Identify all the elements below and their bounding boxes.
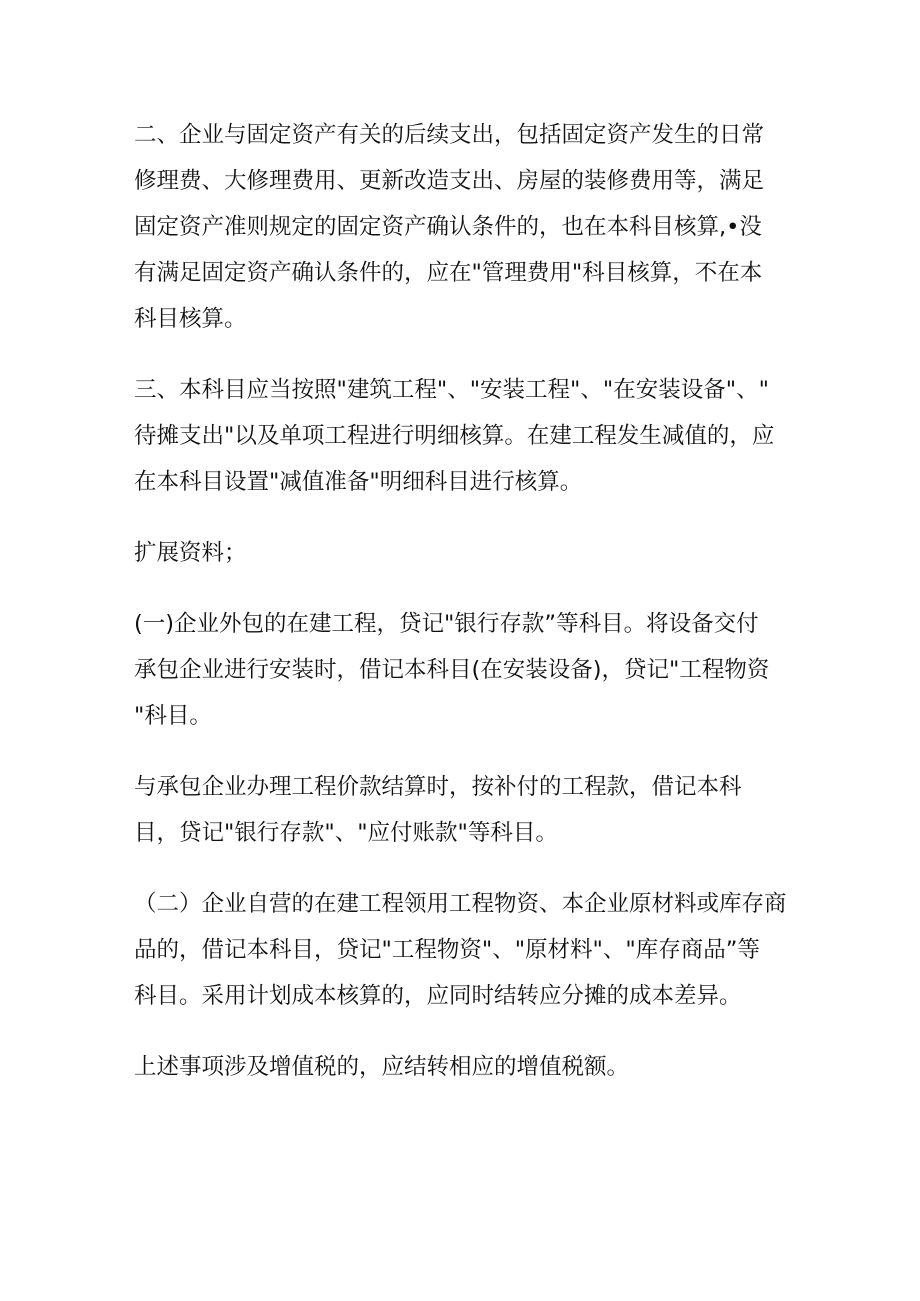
text-line: 科目。采用计划成本核算的，应同时结转应分摊的成本差异。	[134, 983, 742, 1009]
paragraph-outsourced-construction	[134, 601, 802, 739]
paragraph-settlement	[134, 764, 802, 856]
paragraph-spacer	[134, 739, 802, 764]
paragraph-spacer	[134, 342, 802, 367]
paragraph-vat	[134, 1044, 802, 1090]
text-line: 扩展资料；	[134, 540, 247, 566]
text-line: 有满足固定资产确认条件的，应在"管理费用"科目核算，不在本	[134, 260, 763, 286]
paragraph-subsequent-expenditure	[134, 112, 802, 342]
paragraph-detail-accounting	[134, 367, 802, 505]
paragraph-self-operated-construction	[134, 881, 802, 1019]
paragraph-spacer	[134, 1019, 802, 1044]
paragraph-spacer	[134, 505, 802, 530]
document-body	[134, 112, 802, 1090]
text-line: 上述事项涉及增值税的，应结转相应的增值税额。	[134, 1054, 630, 1080]
text-line: 与承包企业办理工程价款结算时，按补付的工程款，借记本科	[134, 774, 742, 800]
text-line: 承包企业进行安装时，借记本科目(在安装设备)，贷记"工程物资	[134, 657, 770, 683]
text-line: 固定资产准则规定的固定资产确认条件的，也在本科目核算,•没	[134, 214, 762, 240]
text-line: 修理费、大修理费用、更新改造支出、房屋的装修费用等，满足	[134, 168, 765, 194]
text-line: 目，贷记"银行存款"、"应付账款"等科目。	[134, 820, 558, 846]
text-line: 待摊支出"以及单项工程进行明细核算。在建工程发生减值的，应	[134, 423, 775, 449]
text-line: 品的，借记本科目，贷记"工程物资"、"原材料"、"库存商品”等	[134, 937, 760, 963]
text-line: 三、本科目应当按照"建筑工程"、"安装工程"、"在安装设备"、"	[134, 377, 769, 403]
text-line: （二）企业自营的在建工程领用工程物资、本企业原材料或库存商	[134, 891, 787, 917]
text-line: 在本科目设置"减值准备"明细科目进行核算。	[134, 469, 583, 495]
text-line: 科目核算。	[134, 306, 247, 332]
text-line: (一)企业外包的在建工程，贷记"银行存款”等科目。将设备交付	[134, 611, 759, 637]
paragraph-spacer	[134, 856, 802, 881]
paragraph-extended-materials-heading	[134, 530, 802, 576]
text-line: 二、企业与固定资产有关的后续支出，包括固定资产发生的日常	[134, 122, 765, 148]
paragraph-spacer	[134, 576, 802, 601]
text-line: "科目。	[134, 703, 212, 729]
